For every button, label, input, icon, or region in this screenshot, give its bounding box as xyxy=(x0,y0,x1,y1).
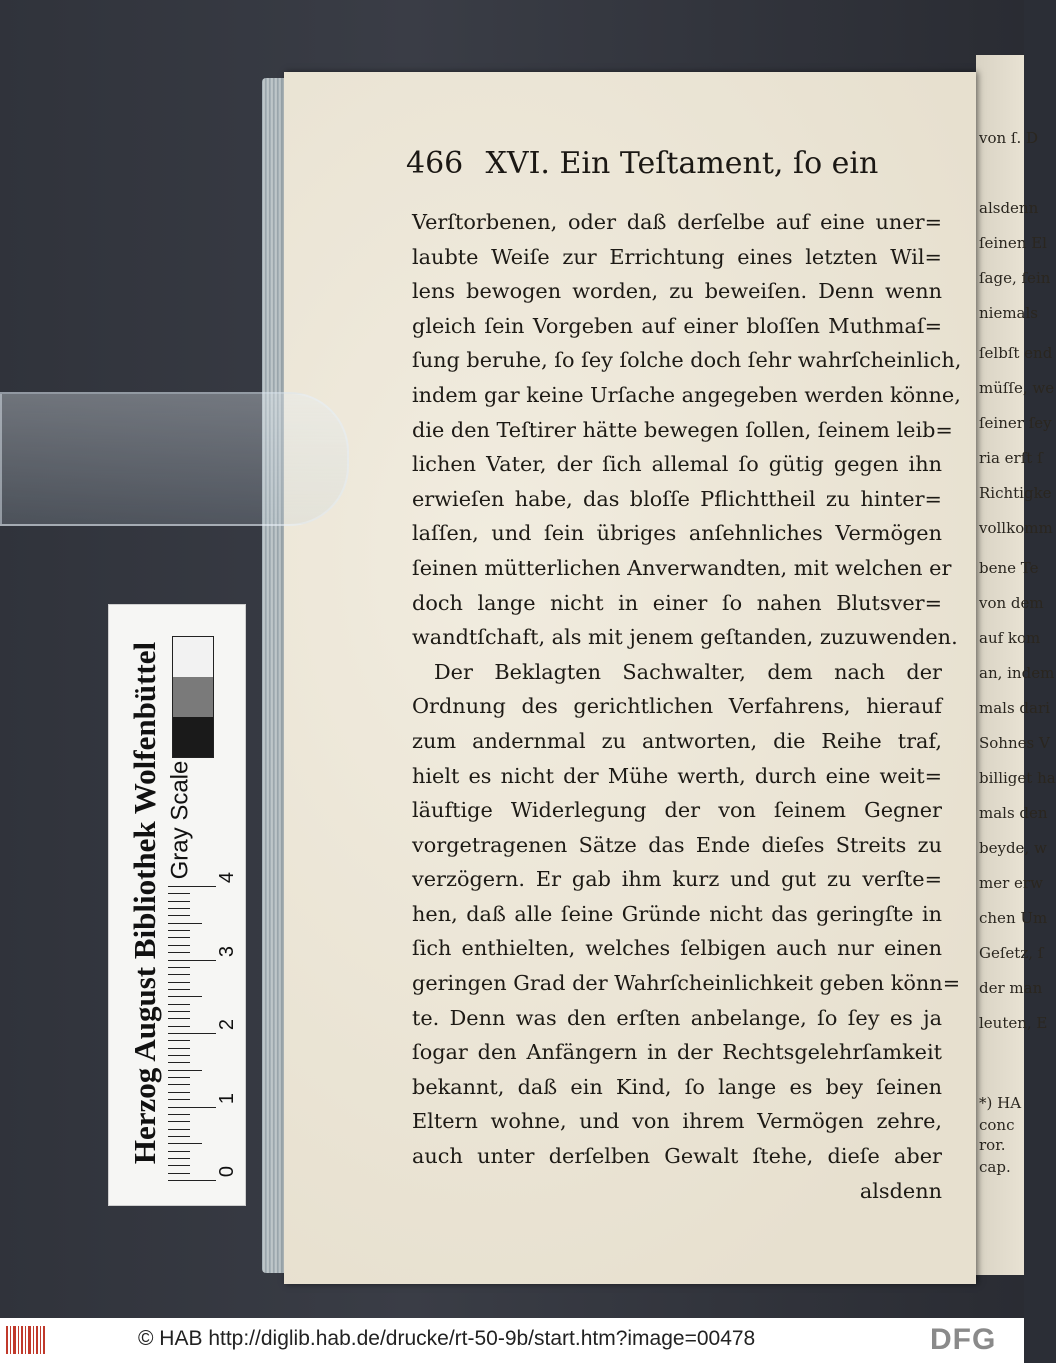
text-line: Verſtorbenen, oder daß derſelbe auf eine uner= xyxy=(412,210,942,234)
facing-page-fragment: mer erw xyxy=(979,874,1043,892)
gray-scale-label-wrap xyxy=(160,760,200,880)
ruler-tick xyxy=(168,974,190,975)
ruler-tick xyxy=(168,996,202,997)
ruler-tick xyxy=(168,1026,190,1027)
text-line: Eltern wohne, und von ihrem Vermögen zehre, xyxy=(412,1109,942,1134)
running-header xyxy=(406,146,946,186)
ruler-ticks xyxy=(168,880,216,1180)
text-line: erwieſen habe, das bloſſe Pflichttheil zu hinter= xyxy=(412,486,942,511)
text-line: Ordnung des gerichtlichen Verfahrens, hierauf xyxy=(412,694,942,719)
ruler-tick xyxy=(168,1018,190,1019)
ruler-tick xyxy=(168,1004,190,1005)
ruler-tick xyxy=(168,1062,190,1063)
institution-label: Herzog August Bibliothek Wolfenbüttel xyxy=(127,641,163,1165)
ruler-tick xyxy=(168,923,202,924)
facing-page-fragment: müſſe, we xyxy=(979,379,1055,397)
ruler-tick xyxy=(168,893,190,894)
ruler-tick xyxy=(168,1151,190,1152)
facing-page-fragment: Geſetz, ſ xyxy=(979,944,1044,962)
facing-page-fragment: ſeinen El xyxy=(979,234,1047,252)
text-line: laſſen, und ſein übriges anſehnliches Vermögen xyxy=(412,521,942,546)
barcode-icon xyxy=(6,1326,46,1354)
ruler-tick xyxy=(168,1055,190,1056)
facing-page-fragment: ſeiner ſey xyxy=(979,414,1052,432)
ruler-tick xyxy=(168,1180,216,1181)
ruler-number: 0 xyxy=(216,1165,239,1178)
facing-page-fragment: auf kom xyxy=(979,629,1041,647)
ruler-tick xyxy=(168,886,216,887)
running-title: XVI. Ein Teſtament, ſo ein xyxy=(485,146,879,181)
facing-page-fragment: ſelbſt end xyxy=(979,344,1053,362)
text-line: auch unter derſelben Gewalt ſtehe, dieſe aber xyxy=(412,1144,942,1169)
ruler-tick xyxy=(168,1048,190,1049)
ruler-tick xyxy=(168,960,216,961)
gray-scale-label: Gray Scale xyxy=(166,760,193,880)
text-line: hen, daß alle ſeine Gründe nicht das geringſte in xyxy=(412,901,942,926)
facing-page-fragment: cap. xyxy=(979,1158,1011,1176)
ruler-tick xyxy=(168,1114,190,1115)
facing-page-fragment: chen Um xyxy=(979,909,1048,927)
page-number: 466 xyxy=(406,146,464,181)
ruler-tick xyxy=(168,1033,216,1034)
text-line: läuftige Widerlegung der von ſeinem Gegner xyxy=(412,798,942,823)
source-url: © HAB http://diglib.hab.de/drucke/rt-50-9b/start.htm?image=00478 xyxy=(138,1327,756,1350)
ruler-tick xyxy=(168,1099,190,1100)
text-line: geringen Grad der Wahrſcheinlichkeit geben könn= xyxy=(412,971,961,996)
facing-page-fragment: niemals xyxy=(979,304,1038,322)
facing-page-fragment: Richtigke xyxy=(979,484,1052,502)
text-line: vorgetragenen Sätze das Ende dieſes Streits zu xyxy=(412,832,942,857)
text-line: indem gar keine Urſache angegeben werden könne, xyxy=(412,382,961,407)
text-line: ſeinen mütterlichen Anverwandten, mit welchen er xyxy=(412,555,952,580)
ruler-tick xyxy=(168,952,190,953)
ruler-number: 3 xyxy=(216,945,239,957)
facing-page-fragment: billiget ha xyxy=(979,769,1056,787)
text-line: ſung beruhe, ſo ſey ſolche doch ſehr wahrſcheinlich, xyxy=(412,348,962,373)
facing-page-fragment: beyde, w xyxy=(979,839,1047,857)
facing-page-fragment: ria erſt ſ xyxy=(979,449,1043,467)
facing-page-fragment: von dem xyxy=(979,594,1044,612)
text-line: gleich ſein Vorgeben auf einer bloſſen Muthmaſ= xyxy=(412,313,942,338)
ruler-tick xyxy=(168,1121,190,1122)
facing-page-fragment: von ſ. D xyxy=(979,129,1039,147)
dfg-logo: DFG xyxy=(930,1323,997,1356)
facing-page-fragment: bene Te xyxy=(979,559,1039,577)
ruler-tick xyxy=(168,945,190,946)
text-line: laubte Weiſe zur Errichtung eines letzten Wil= xyxy=(412,244,942,269)
ruler-number: 2 xyxy=(216,1018,239,1031)
text-line: verzögern. Er gab ihm kurz und gut zu verſte= xyxy=(412,867,942,892)
ruler-number: 4 xyxy=(216,871,239,884)
facing-page-fragment: conc xyxy=(979,1116,1015,1134)
ruler-tick xyxy=(168,1143,202,1144)
footer-bar xyxy=(0,1318,1024,1363)
ruler-tick xyxy=(168,1173,190,1174)
page-clip xyxy=(0,392,349,526)
ruler-tick xyxy=(168,1129,190,1130)
text-line: te. Denn was den erſten anbelange, ſo ſey es ja xyxy=(412,1005,942,1030)
ruler-tick xyxy=(168,1092,190,1093)
ruler-tick xyxy=(168,908,190,909)
ruler-tick xyxy=(168,982,190,983)
facing-page-fragment: mals dari xyxy=(979,699,1050,717)
facing-page-fragment: an, indem xyxy=(979,664,1055,682)
ruler-tick xyxy=(168,1136,190,1137)
ruler-tick xyxy=(168,1084,190,1085)
page-body-text xyxy=(412,205,962,1208)
text-line: bekannt, daß ein Kind, ſo lange es bey ſeinen xyxy=(412,1074,942,1099)
facing-page-fragment: ſage, ſein xyxy=(979,269,1051,287)
facing-page-fragment: *) HA xyxy=(979,1094,1022,1112)
ruler-tick xyxy=(168,1107,216,1108)
text-line: lichen Vater, der ſich allemal ſo gütig gegen ihn xyxy=(412,452,942,477)
ruler-tick xyxy=(168,1158,190,1159)
text-line: ſogar den Anfängern in der Rechtsgelehrſamkeit xyxy=(412,1040,942,1065)
text-line: Der Beklagten Sachwalter, dem nach der xyxy=(434,659,942,684)
text-line: lens bewogen worden, zu beweiſen. Denn wenn xyxy=(412,279,942,304)
ruler-tick xyxy=(168,901,190,902)
facing-page-fragment: alsdenn xyxy=(979,199,1039,217)
text-line: zum andernmal zu antworten, die Reihe traf, xyxy=(412,728,942,753)
text-line: hielt es nicht der Mühe werth, durch eine weit= xyxy=(412,763,942,788)
ruler-tick xyxy=(168,967,190,968)
ruler-number: 1 xyxy=(216,1092,239,1104)
facing-page-fragment: Sohnes V xyxy=(979,734,1050,752)
ruler-tick xyxy=(168,937,190,938)
ruler-tick xyxy=(168,930,190,931)
text-line: ſich enthielten, welches ſelbigen auch nur einen xyxy=(412,936,942,961)
text-line: wandtſchaft, als mit jenem geſtanden, zuzuwenden. xyxy=(412,625,958,650)
gray-swatches xyxy=(172,636,214,758)
ruler-tick xyxy=(168,989,190,990)
facing-page xyxy=(976,55,1056,1275)
gray-swatch xyxy=(173,677,213,717)
text-line: doch lange nicht in einer ſo nahen Blutsver= xyxy=(412,590,942,615)
facing-page-fragment: ror. xyxy=(979,1136,1006,1154)
text-line: die den Teſtirer hätte bewegen ſollen, ſeinem leib= xyxy=(412,417,953,442)
catchword: alsdenn xyxy=(859,1178,942,1203)
facing-page-fragment: leuten, E xyxy=(979,1014,1048,1032)
ruler-tick xyxy=(168,1165,190,1166)
facing-page-fragment: mals den xyxy=(979,804,1048,822)
facing-page-fragment: vollkomm xyxy=(979,519,1053,537)
gray-swatch xyxy=(173,637,213,677)
institution-label-wrap xyxy=(115,609,175,1197)
facing-page-fragment: der man xyxy=(979,979,1043,997)
ruler-tick xyxy=(168,1077,190,1078)
ruler-tick xyxy=(168,1070,202,1071)
ruler-tick xyxy=(168,915,190,916)
ruler-tick xyxy=(168,1040,190,1041)
gray-swatch xyxy=(173,717,213,757)
ruler-tick xyxy=(168,1011,190,1012)
